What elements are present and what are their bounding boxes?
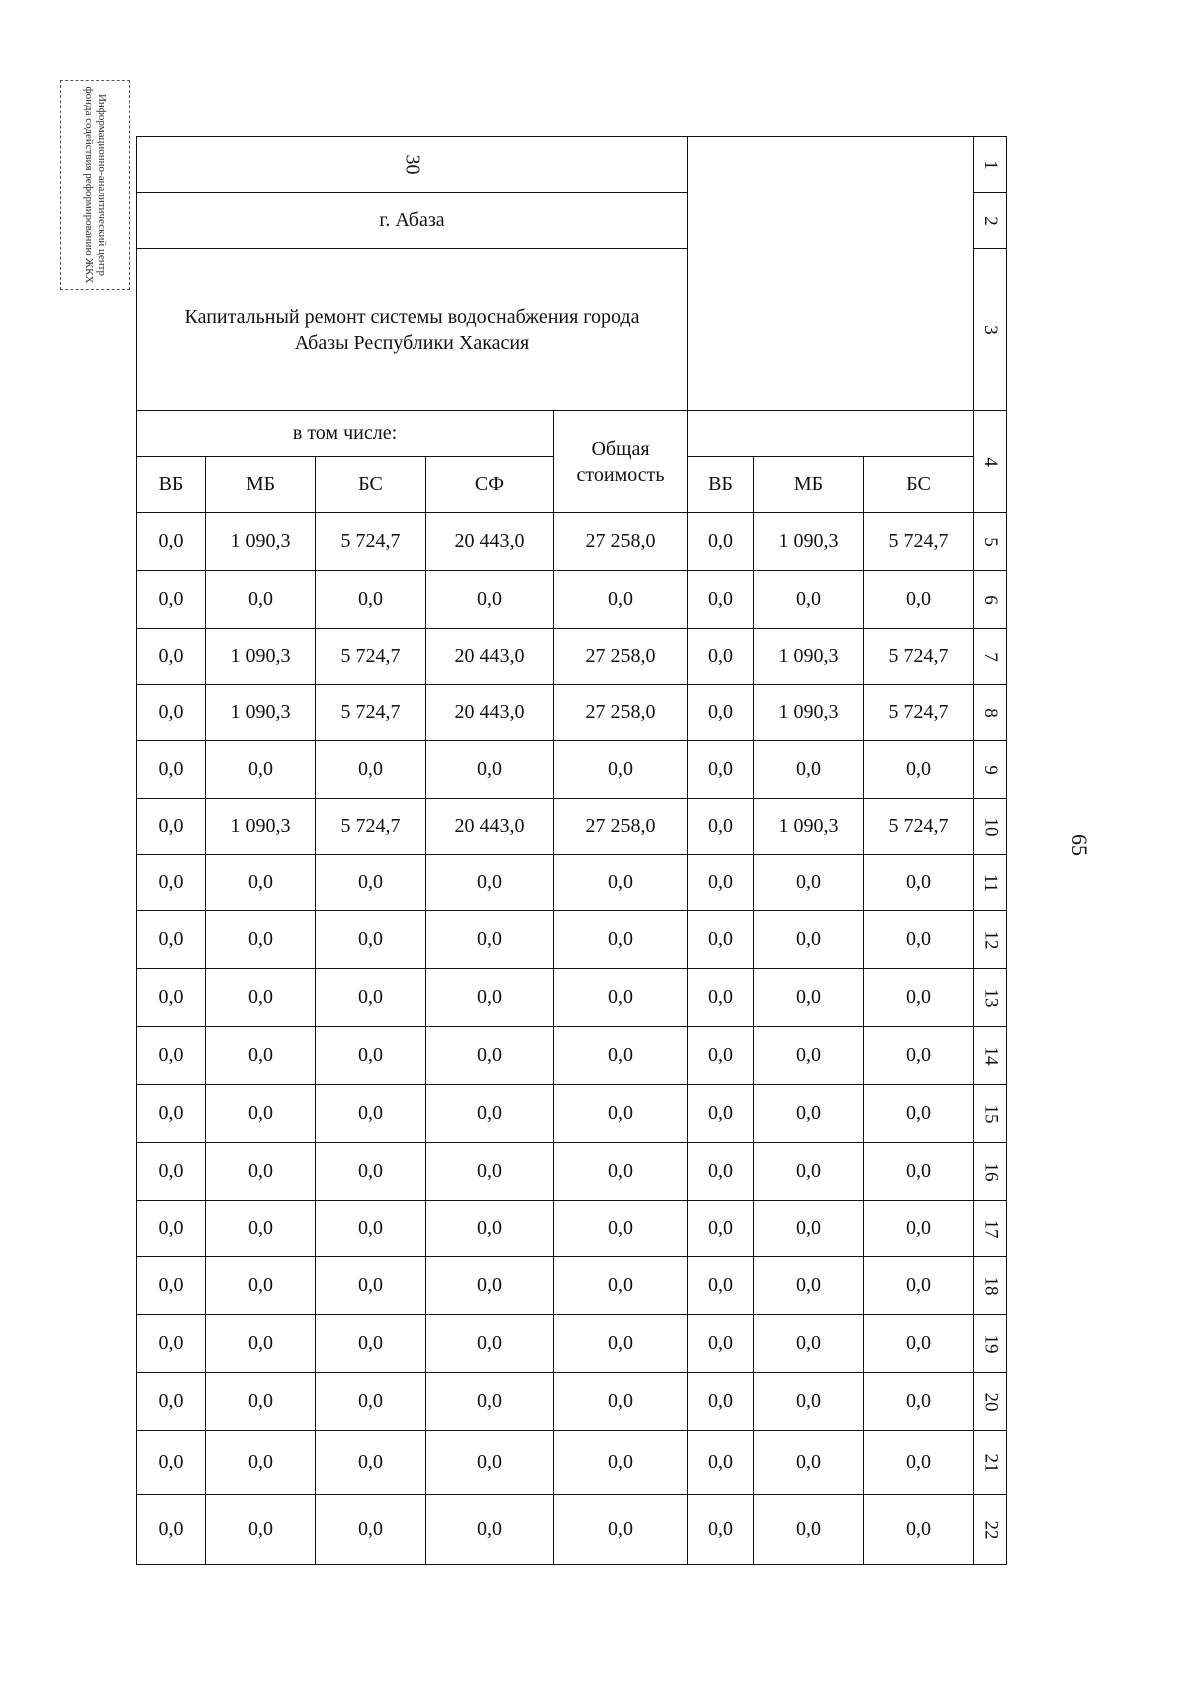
rownum-cell — [974, 1495, 1007, 1565]
table-cell: 0,0 — [554, 1027, 688, 1085]
rownum-cell — [974, 137, 1007, 193]
row-number: 6 — [980, 595, 1001, 605]
table-row — [137, 1201, 1007, 1257]
rownum-cell — [974, 411, 1007, 513]
blank-right-group — [688, 411, 974, 457]
project-title: Капитальный ремонт системы водоснабжения города Абазы Республики Хакасия — [184, 305, 640, 354]
table-cell: 0,0 — [206, 1143, 316, 1201]
row-number: 13 — [980, 988, 1001, 1008]
row-number: 21 — [980, 1453, 1001, 1473]
row-number: 8 — [980, 708, 1001, 718]
table-cell: 0,0 — [137, 571, 206, 629]
table-cell: 0,0 — [754, 1027, 864, 1085]
table-cell: 0,0 — [864, 1257, 974, 1315]
table-row — [137, 1373, 1007, 1431]
table-cell: 0,0 — [554, 911, 688, 969]
table-row — [137, 513, 1007, 571]
table-cell: 5 724,7 — [316, 629, 426, 685]
table-cell: 0,0 — [426, 741, 554, 799]
table-cell: 0,0 — [137, 799, 206, 855]
table-cell: 1 090,3 — [206, 513, 316, 571]
table-cell: 5 724,7 — [316, 799, 426, 855]
table-cell: 0,0 — [316, 1373, 426, 1431]
row-number: 15 — [980, 1104, 1001, 1124]
table-cell: 5 724,7 — [864, 513, 974, 571]
table-cell: 0,0 — [137, 685, 206, 741]
table-cell: 0,0 — [137, 1085, 206, 1143]
table-cell: 0,0 — [206, 1257, 316, 1315]
table-cell: 5 724,7 — [864, 799, 974, 855]
table-cell: 0,0 — [426, 1495, 554, 1565]
table-cell: 0,0 — [316, 1201, 426, 1257]
col-header — [206, 457, 316, 513]
table-cell: 0,0 — [206, 969, 316, 1027]
col-header — [137, 457, 206, 513]
table-cell: 0,0 — [688, 571, 754, 629]
table-cell: 0,0 — [688, 799, 754, 855]
table-cell: 0,0 — [426, 1085, 554, 1143]
table-cell: 0,0 — [864, 855, 974, 911]
col-header-label: МБ — [793, 473, 824, 495]
table-cell: 0,0 — [316, 1495, 426, 1565]
row-number: 19 — [980, 1334, 1001, 1354]
table-cell: 0,0 — [316, 1315, 426, 1373]
table-row — [137, 571, 1007, 629]
table-cell: 0,0 — [206, 1027, 316, 1085]
table-row — [137, 1027, 1007, 1085]
table-cell: 0,0 — [688, 1373, 754, 1431]
row-number: 4 — [980, 457, 1001, 467]
table-cell: 0,0 — [864, 1431, 974, 1495]
table-cell: 0,0 — [316, 1085, 426, 1143]
col-header-label: СФ — [474, 473, 505, 495]
archive-stamp — [60, 80, 130, 290]
table-row — [137, 911, 1007, 969]
row-number: 3 — [980, 325, 1001, 335]
table-cell: 0,0 — [316, 1257, 426, 1315]
table-cell: 0,0 — [426, 1315, 554, 1373]
table-cell: 0,0 — [864, 1201, 974, 1257]
table-row — [137, 1495, 1007, 1565]
table-cell: 0,0 — [754, 1143, 864, 1201]
table-cell: 27 258,0 — [554, 629, 688, 685]
rownum-cell — [974, 249, 1007, 411]
table-cell: 5 724,7 — [316, 513, 426, 571]
table-cell: 0,0 — [754, 571, 864, 629]
table-cell: 0,0 — [864, 571, 974, 629]
rownum-cell — [974, 1201, 1007, 1257]
row3-value-cell — [137, 249, 688, 411]
table-cell: 0,0 — [754, 1373, 864, 1431]
table-cell: 0,0 — [754, 1257, 864, 1315]
table-cell: 0,0 — [864, 969, 974, 1027]
row1-value: 30 — [401, 154, 424, 175]
table-cell: 0,0 — [137, 1257, 206, 1315]
col-header-label: БС — [906, 473, 931, 495]
col-header — [316, 457, 426, 513]
table-cell: 0,0 — [426, 1257, 554, 1315]
row-number: 10 — [980, 817, 1001, 837]
table-cell: 0,0 — [206, 571, 316, 629]
rownum-cell — [974, 1257, 1007, 1315]
table-cell: 0,0 — [554, 1495, 688, 1565]
table-cell: 0,0 — [206, 1495, 316, 1565]
row2-value: г. Абаза — [379, 209, 445, 231]
table-cell: 0,0 — [688, 1495, 754, 1565]
table-cell: 0,0 — [688, 1315, 754, 1373]
row-number: 22 — [980, 1520, 1001, 1540]
col-header-label: БС — [358, 473, 383, 495]
table-cell: 27 258,0 — [554, 513, 688, 571]
table-cell: 0,0 — [754, 969, 864, 1027]
table-cell: 0,0 — [206, 1315, 316, 1373]
table-row — [137, 1085, 1007, 1143]
col-header — [754, 457, 864, 513]
col-header — [864, 457, 974, 513]
table-cell: 0,0 — [316, 855, 426, 911]
table-cell: 27 258,0 — [554, 799, 688, 855]
table-cell: 0,0 — [754, 1315, 864, 1373]
table-cell: 0,0 — [316, 1027, 426, 1085]
table-cell: 0,0 — [206, 855, 316, 911]
table-cell: 0,0 — [864, 1495, 974, 1565]
table-cell: 0,0 — [206, 741, 316, 799]
table-cell: 0,0 — [554, 969, 688, 1027]
blank-right-header — [688, 137, 974, 411]
row-number: 14 — [980, 1046, 1001, 1066]
table-cell: 0,0 — [554, 571, 688, 629]
rownum-cell — [974, 969, 1007, 1027]
table-row — [137, 741, 1007, 799]
table-cell: 0,0 — [137, 741, 206, 799]
row-number: 20 — [980, 1392, 1001, 1412]
row-number: 1 — [980, 160, 1001, 170]
rownum-cell — [974, 1143, 1007, 1201]
table-row — [137, 799, 1007, 855]
row-number: 9 — [980, 765, 1001, 775]
table-cell: 0,0 — [206, 1201, 316, 1257]
rownum-cell — [974, 1085, 1007, 1143]
row-number: 2 — [980, 216, 1001, 226]
table-cell: 0,0 — [864, 911, 974, 969]
table-row — [137, 629, 1007, 685]
table-cell: 1 090,3 — [754, 513, 864, 571]
col-header-label: ВБ — [158, 473, 184, 495]
table-cell: 0,0 — [206, 1373, 316, 1431]
table-cell: 0,0 — [137, 911, 206, 969]
table-cell: 0,0 — [316, 1143, 426, 1201]
table-cell: 0,0 — [316, 911, 426, 969]
table-cell: 0,0 — [754, 911, 864, 969]
row-number: 16 — [980, 1162, 1001, 1182]
table-cell: 20 443,0 — [426, 799, 554, 855]
table-cell: 0,0 — [137, 855, 206, 911]
row-number: 18 — [980, 1276, 1001, 1296]
table-cell: 0,0 — [688, 629, 754, 685]
table-cell: 0,0 — [688, 1431, 754, 1495]
table-cell: 0,0 — [554, 1257, 688, 1315]
rownum-cell — [974, 513, 1007, 571]
rownum-cell — [974, 799, 1007, 855]
table-cell: 20 443,0 — [426, 629, 554, 685]
table-row — [137, 1257, 1007, 1315]
rownum-cell — [974, 1027, 1007, 1085]
table-cell: 0,0 — [137, 1143, 206, 1201]
table-cell: 0,0 — [137, 1431, 206, 1495]
table-cell: 0,0 — [864, 1027, 974, 1085]
table-cell: 0,0 — [554, 1085, 688, 1143]
table-row — [137, 1143, 1007, 1201]
table-cell: 0,0 — [137, 1315, 206, 1373]
table-row — [137, 969, 1007, 1027]
table-cell: 0,0 — [316, 571, 426, 629]
rownum-cell — [974, 1373, 1007, 1431]
table-cell: 0,0 — [137, 513, 206, 571]
total-label-cell — [554, 411, 688, 513]
col-header-label: ВБ — [708, 473, 733, 495]
table-cell: 0,0 — [754, 1085, 864, 1143]
table-cell: 0,0 — [554, 1143, 688, 1201]
table-cell: 0,0 — [137, 629, 206, 685]
row2-value-cell — [137, 193, 688, 249]
table-cell: 0,0 — [864, 1373, 974, 1431]
table-cell: 0,0 — [426, 969, 554, 1027]
table-cell: 0,0 — [426, 1431, 554, 1495]
table-cell: 5 724,7 — [864, 629, 974, 685]
table-cell: 0,0 — [754, 855, 864, 911]
table-cell: 0,0 — [864, 1085, 974, 1143]
table-cell: 0,0 — [426, 1027, 554, 1085]
table-cell: 0,0 — [426, 1373, 554, 1431]
table-cell: 0,0 — [206, 1085, 316, 1143]
table-cell: 0,0 — [554, 1315, 688, 1373]
table-cell: 0,0 — [137, 1373, 206, 1431]
table-cell: 0,0 — [426, 855, 554, 911]
table-cell: 0,0 — [688, 1027, 754, 1085]
table-cell: 0,0 — [754, 741, 864, 799]
rownum-cell — [974, 571, 1007, 629]
table-cell: 5 724,7 — [864, 685, 974, 741]
table-cell: 0,0 — [137, 1201, 206, 1257]
col-header — [688, 457, 754, 513]
table-cell: 0,0 — [864, 1315, 974, 1373]
table-cell: 0,0 — [688, 1201, 754, 1257]
table-row — [137, 685, 1007, 741]
table-cell: 0,0 — [554, 855, 688, 911]
table-cell: 1 090,3 — [754, 685, 864, 741]
table-cell: 0,0 — [864, 741, 974, 799]
row-number: 7 — [980, 652, 1001, 662]
row-number: 17 — [980, 1219, 1001, 1239]
table-cell: 27 258,0 — [554, 685, 688, 741]
table-cell: 1 090,3 — [754, 629, 864, 685]
table-cell: 0,0 — [426, 911, 554, 969]
table-cell: 0,0 — [688, 741, 754, 799]
table-cell: 0,0 — [554, 1431, 688, 1495]
col-header-label: МБ — [245, 473, 276, 495]
rownum-cell — [974, 1315, 1007, 1373]
table-cell: 0,0 — [688, 1143, 754, 1201]
rownum-cell — [974, 1431, 1007, 1495]
table-cell: 0,0 — [754, 1201, 864, 1257]
stamp-text: Информационно-аналитический центр фонда содействия реформированию ЖКХ — [83, 86, 108, 284]
table-cell: 0,0 — [206, 1431, 316, 1495]
col-header — [426, 457, 554, 513]
row-number: 11 — [979, 873, 1001, 893]
table-cell: 0,0 — [688, 685, 754, 741]
table-cell: 0,0 — [688, 911, 754, 969]
table-cell: 0,0 — [426, 571, 554, 629]
data-table — [136, 136, 1007, 1565]
table-row — [137, 1315, 1007, 1373]
table-cell: 0,0 — [137, 1027, 206, 1085]
row-number: 12 — [980, 930, 1001, 950]
table-cell: 5 724,7 — [316, 685, 426, 741]
rownum-cell — [974, 911, 1007, 969]
table-cell: 0,0 — [688, 1257, 754, 1315]
rownum-cell — [974, 741, 1007, 799]
table-cell: 0,0 — [864, 1143, 974, 1201]
table-cell: 20 443,0 — [426, 685, 554, 741]
table-cell: 0,0 — [137, 1495, 206, 1565]
group-label-cell — [137, 411, 554, 457]
table-cell: 0,0 — [206, 911, 316, 969]
table-cell: 0,0 — [316, 1431, 426, 1495]
table-cell: 0,0 — [688, 1085, 754, 1143]
table-cell: 0,0 — [554, 1373, 688, 1431]
rownum-cell — [974, 629, 1007, 685]
table-cell: 0,0 — [316, 741, 426, 799]
rownum-cell — [974, 685, 1007, 741]
rownum-cell — [974, 193, 1007, 249]
table-row — [137, 1431, 1007, 1495]
table-cell: 0,0 — [754, 1431, 864, 1495]
rownum-cell — [974, 855, 1007, 911]
table-cell: 0,0 — [426, 1143, 554, 1201]
page-number: 65 — [1067, 834, 1092, 856]
table-cell: 20 443,0 — [426, 513, 554, 571]
table-cell: 1 090,3 — [206, 799, 316, 855]
table-cell: 0,0 — [554, 1201, 688, 1257]
group-label: в том числе: — [292, 422, 398, 444]
row1-value-cell — [137, 137, 688, 193]
table-cell: 0,0 — [688, 855, 754, 911]
table-row — [137, 855, 1007, 911]
table-cell: 1 090,3 — [206, 629, 316, 685]
table-cell: 0,0 — [137, 969, 206, 1027]
table-cell: 1 090,3 — [754, 799, 864, 855]
table-cell: 0,0 — [554, 741, 688, 799]
row-number: 5 — [980, 537, 1001, 547]
table-cell: 0,0 — [688, 969, 754, 1027]
table-cell: 0,0 — [426, 1201, 554, 1257]
table-cell: 0,0 — [316, 969, 426, 1027]
total-label: Общая стоимость — [576, 437, 665, 486]
table-cell: 0,0 — [754, 1495, 864, 1565]
table-cell: 1 090,3 — [206, 685, 316, 741]
table-cell: 0,0 — [688, 513, 754, 571]
